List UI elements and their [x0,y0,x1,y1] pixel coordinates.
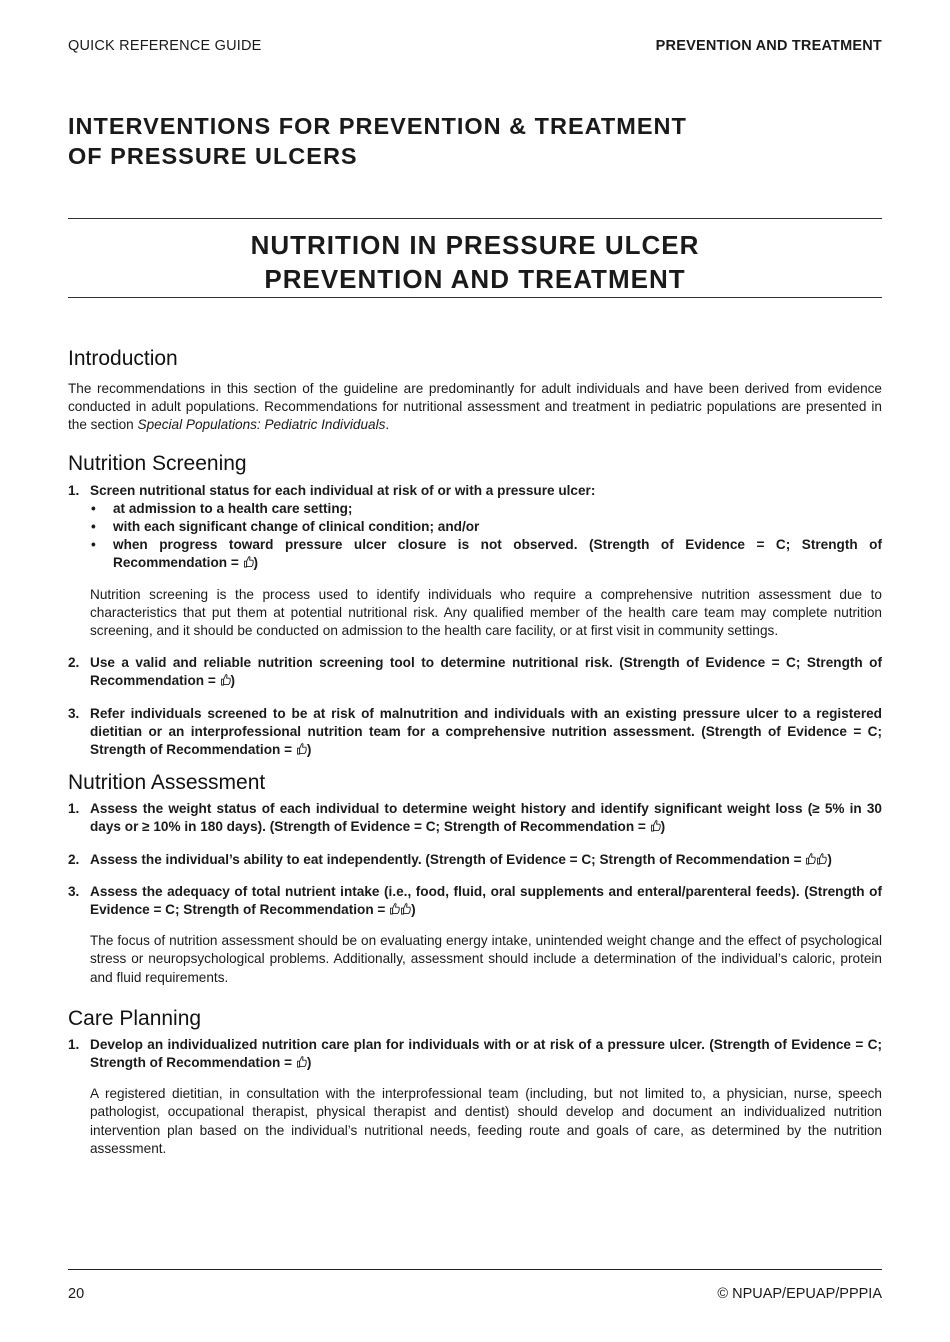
pediatric-section-reference: Special Populations: Pediatric Individuals [137,417,386,433]
footer-rule [68,1269,882,1270]
thumbs-up-icon [296,742,307,755]
section-title [68,228,882,296]
main-title [68,111,828,171]
page-number: 20 [68,1286,85,1302]
list-item: • with each significant change of clinical condition; and/or [91,519,480,535]
section-title-top-rule [68,218,882,219]
running-header [68,38,882,58]
thumbs-up-icon [805,852,816,865]
care-planning-recommendations [68,1036,882,1072]
copyright: © NPUAP/EPUAP/PPPIA [717,1286,882,1302]
header-right: PREVENTION AND TREATMENT [655,38,882,54]
thumbs-up-icon [296,1055,307,1068]
document-page [68,0,882,1342]
list-item: • when progress toward pressure ulcer closure is not observed. (Strength of Evidence = C; Strength of Recommendation = ) [91,537,882,571]
nutrition-assessment-heading: Nutrition Assessment [68,771,266,795]
thumbs-up-icon [220,673,231,686]
screening-recommendations [68,482,882,573]
screening-recommendation-1: 1. Screen nutritional status for each individual at risk of or with a pressure ulcer: • at admission to a health care setting; • with each significant change of clinical condition; and/or • when progress toward pressure ulcer closure is not observed. (Strength of Evidence = C; Strength of Recommendation = ) [68,482,882,573]
care-planning-recommendation-1: 1. Develop an individualized nutrition care plan for individuals with or at risk of a pressure ulcer. (Strength of Evidence = C; Strength of Recommendation = ) [68,1036,882,1071]
screening-recommendation-3: 3. Refer individuals screened to be at risk of malnutrition and individuals with an existing pressure ulcer to a registered dietitian or an interprofessional nutrition team for a comprehensive nutrition assessment. (Strength of Evidence = C; Strength of Recommendation = ) [68,705,882,758]
main-title-line-1: INTERVENTIONS FOR PREVENTION & TREATMENT [68,113,687,139]
thumbs-up-icon [400,902,411,915]
screening-timing-list [90,500,882,573]
thumbs-up-icon [389,902,400,915]
section-title-line-2: PREVENTION AND TREATMENT [264,264,686,294]
introduction-heading: Introduction [68,347,178,370]
list-item: • at admission to a health care setting; [91,500,353,516]
introduction-paragraph: The recommendations in this section of the guideline are predominantly for adult individuals and have been derived from evidence conducted in adult populations. Recommendations for nutritional assessment and treatment in pediatric populations are presented in the section Special Populations: Pediatric Individuals. [68,381,882,433]
screening-explanation: Nutrition screening is the process used to identify individuals who require a comprehensive nutrition assessment due to characteristics that put them at potential nutritional risk. Any qualified member of the health care team may complete nutrition screening, and it should be conducted on admission to the health care facility, or at first visit in community settings. [90,586,882,639]
assessment-recommendation-3: 3. Assess the adequacy of total nutrient intake (i.e., food, fluid, oral supplements and enteral/parenteral feeds). (Strength of Evidence = C; Strength of Recommendation = ) [68,883,882,918]
thumbs-up-icon [816,852,827,865]
care-planning-explanation: A registered dietitian, in consultation with the interprofessional team (including, but not limited to, a physician, nurse, speech pathologist, occupational therapist, physical therapist and dentist) should develop and document an individualized nutrition intervention plan based on the individual’s nutritional needs, feeding route and goals of care, as determined by the nutrition assessment. [90,1086,882,1156]
thumbs-up-icon [243,555,254,568]
main-content [68,344,882,1158]
section-title-line-1: NUTRITION IN PRESSURE ULCER [250,230,700,260]
assessment-recommendation-2: 2. Assess the individual’s ability to eat independently. (Strength of Evidence = C; Strength of Recommendation = ) [68,851,832,867]
assessment-recommendation-1: 1. Assess the weight status of each individual to determine weight history and identify significant weight loss (≥ 5% in 30 days or ≥ 10% in 180 days). (Strength of Evidence = C; Strength of Recommendation = ) [68,801,882,835]
nutrition-screening-heading: Nutrition Screening [68,451,247,475]
main-title-line-2: OF PRESSURE ULCERS [68,143,358,169]
header-left: QUICK REFERENCE GUIDE [68,38,262,54]
assessment-recommendations [68,800,882,919]
assessment-explanation: The focus of nutrition assessment should be on evaluating energy intake, unintended weight change and the effect of psychological stress or neuropsychological problems. Additionally, assessment should include a determination of the individual’s caloric, protein and fluid requirements. [90,933,882,985]
care-planning-heading: Care Planning [68,1006,202,1030]
screening-recommendation-2: 2. Use a valid and reliable nutrition screening tool to determine nutritional risk. (Strength of Evidence = C; Strength of Recommendation = ) [68,655,882,689]
section-title-bottom-rule [68,297,882,298]
screening-recommendations-continued [68,654,882,759]
thumbs-up-icon [650,819,661,832]
